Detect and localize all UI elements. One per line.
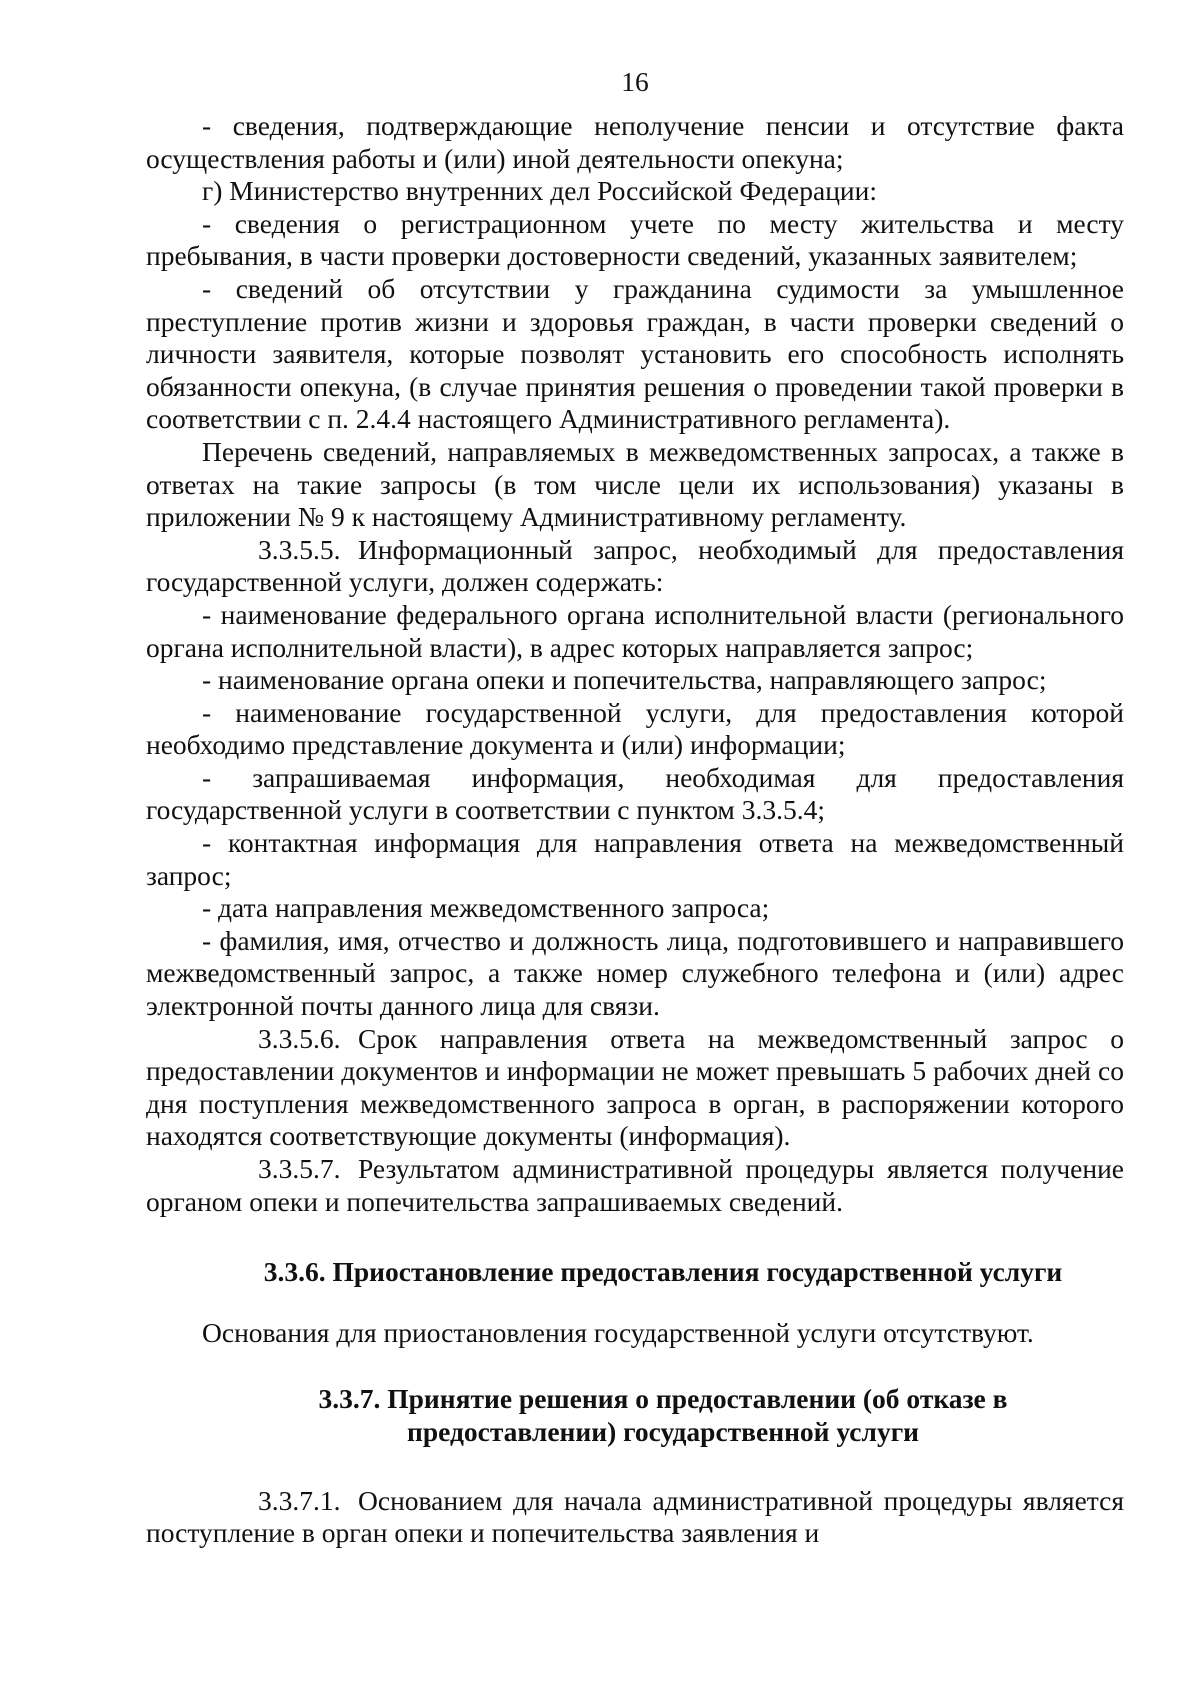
paragraph-3-3-7-1: [146, 1485, 1124, 1550]
list-item: - контактная информация для направления ответа на межведомственный запрос;: [146, 827, 1124, 891]
clause-text: Информационный запрос, необходимый для предоставления государственной услуги, должен содержать:: [146, 533, 1124, 598]
paragraph-criminal-record-info: - сведений об отсутствии у гражданина судимости за умышленное преступление против жизни и здоровья граждан, в части проверки сведений о личности заявителя, которые позволят установить его способность исполнять обязанности опекуна, (в случае принятия решения о проведении такой проверки в соответствии с п. 2.4.4 настоящего Административного регламента).: [146, 272, 1124, 435]
clause-number: 3.3.7.1.: [258, 1484, 341, 1516]
list-item: - наименование органа опеки и попечительства, направляющего запрос;: [202, 664, 1047, 696]
paragraph-interagency-list: Перечень сведений, направляемых в межведомственных запросах, а также в ответах на такие запросы (в том числе цели их использования) указаны в приложении № 9 к настоящему Административному регламенту.: [146, 435, 1124, 533]
list-item: - наименование государственной услуги, для предоставления которой необходимо представление документа и (или) информации;: [146, 696, 1124, 761]
heading-line: предоставлении) государственной услуги: [406, 1415, 920, 1447]
document-page: [146, 66, 1124, 1550]
clause-text: Основанием для начала административной процедуры является поступление в орган опеки и попечительства заявления и: [146, 1484, 1124, 1549]
paragraph-no-suspension: Основания для приостановления государственной услуги отсутствуют.: [202, 1316, 1034, 1348]
paragraph-3-3-5-7: [146, 1153, 1124, 1218]
clause-text: Результатом административной процедуры является получение органом опеки и попечительства запрашиваемых сведений.: [146, 1153, 1124, 1217]
paragraph-registration-info: - сведения о регистрационном учете по месту жительства и месту пребывания, в части проверки достоверности сведений, указанных заявителем;: [146, 207, 1124, 272]
paragraph-mvd-heading: г) Министерство внутренних дел Российской Федерации:: [202, 175, 877, 207]
clause-number: 3.3.5.6.: [258, 1022, 341, 1054]
heading-line: 3.3.7. Принятие решения о предоставлении (об отказе в: [318, 1383, 1008, 1415]
section-heading-3-3-7: [146, 1383, 1124, 1448]
list-item: - дата направления межведомственного запроса;: [202, 892, 770, 924]
list-item: - запрашиваемая информация, необходимая для предоставления государственной услуги в соответствии с пунктом 3.3.5.4;: [146, 761, 1124, 826]
clause-text: Срок направления ответа на межведомственный запрос о предоставлении документов и информации не может превышать 5 рабочих дней со дня поступления межведомственного запроса в орган, в распоряжении которого находятся соответствующие документы (информация).: [146, 1022, 1124, 1152]
clause-number: 3.3.5.7.: [258, 1153, 341, 1184]
list-item: - наименование федерального органа исполнительной власти (регионального органа исполнительной власти), в адрес которых направляется запрос;: [146, 598, 1124, 663]
paragraph-3-3-5-5: [146, 534, 1124, 599]
page-number: 16: [621, 66, 649, 97]
list-item: - фамилия, имя, отчество и должность лица, подготовившего и направившего межведомственный запрос, а также номер служебного телефона и (или) адрес электронной почты данного лица для связи.: [146, 924, 1124, 1022]
section-heading-3-3-6: 3.3.6. Приостановление предоставления государственной услуги: [263, 1256, 1063, 1288]
clause-number: 3.3.5.5.: [258, 533, 341, 565]
paragraph-pension-info: - сведения, подтверждающие неполучение пенсии и отсутствие факта осуществления работы и (или) иной деятельности опекуна;: [146, 110, 1124, 174]
paragraph-3-3-5-6: [146, 1023, 1124, 1153]
